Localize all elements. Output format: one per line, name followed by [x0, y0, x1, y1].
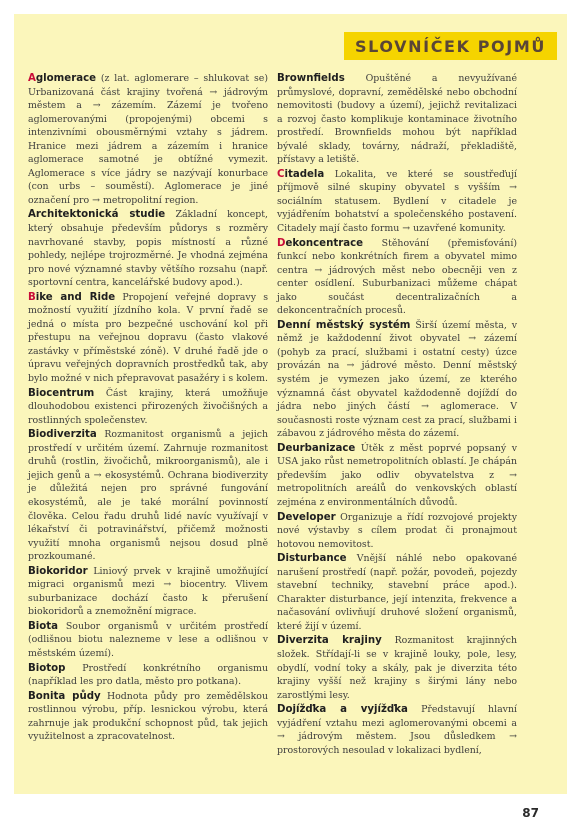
glossary-term-text: Diverzita krajiny: [277, 635, 382, 647]
glossary-definition: Stěhování (přemisťování) funkcí nebo konkrétních firem a obyvatel mimo centra → jádrových měst nebo obecněji ven z center osídlení. Suburbanizaci můžeme chápat jako součást decentralizačních a dekoncentračních procesů.: [277, 237, 517, 317]
glossary-term: [277, 553, 347, 564]
glossary-entry: [28, 690, 268, 744]
glossary-entry: [277, 634, 517, 702]
glossary-term-text: Disturbance: [277, 553, 347, 565]
glossary-term-text: ekoncentrace: [285, 237, 364, 249]
glossary-term: [28, 73, 96, 84]
glossary-definition: Hodnota půdy pro zemědělskou rostlinnou výrobu, příp. lesnickou výrobu, která zahrnuje jak produkční schopnost půd, tak jejich využitelnost a zpracovatelnost.: [28, 690, 268, 743]
glossary-definition: Část krajiny, která umožňuje dlouhodobou existenci přirozených živočišných a rostlinných společenstev.: [28, 387, 268, 426]
glossary-term-text: Biokoridor: [28, 565, 88, 577]
glossary-term: [28, 292, 115, 303]
header-banner: [344, 32, 557, 60]
glossary-term-text: Bonita půdy: [28, 690, 101, 702]
glossary-definition: Prostředí konkrétního organismu (například les pro datla, město pro potkana).: [28, 662, 268, 688]
glossary-entry: [28, 565, 268, 619]
glossary-definition: Soubor organismů v určitém prostředí (odlišnou biotu nalezneme v lese a odlišnou v městském území).: [28, 620, 268, 659]
left-column: [28, 72, 268, 745]
glossary-definition: Představují hlavní vyjádření vztahu mezi aglomerovanými obcemi a → jádrovým městem. Jsou důsledkem → prostorových nesoulad v lokalizaci bydlení,: [277, 704, 518, 756]
glossary-term-text: Dojížďka a vyjížďka: [277, 704, 408, 716]
page-number: 87: [522, 806, 539, 820]
glossary-entry: [28, 291, 268, 386]
glossary-entry: [28, 662, 268, 689]
glossary-definition: Propojení veřejné dopravy s možností využití jízdního kola. V první řadě se jedná o místa pro bezpečné uschování kol při přestupu na veřejnou dopravu (často vlakové zastávky v příměstské zóně). V druhé řadě jde o úpravu veřejných dopravních prostředků tak, aby bylo možné v nich přepravovat pasažéry i s kolem.: [28, 291, 268, 385]
glossary-entry: [277, 168, 517, 236]
glossary-entry: [28, 208, 268, 289]
glossary-term-text: Biodiverzita: [28, 429, 97, 441]
glossary-entry: [277, 552, 517, 633]
glossary-term: [28, 663, 65, 674]
glossary-term: [277, 238, 363, 249]
glossary-definition: Rozmanitost organismů a jejich prostředí v určitém území. Zahrnuje rozmanitost druhů (rostlin, živočichů, mikroorganismů), ale i jejich genů a → ekosystémů. Ochrana biodiverzity je důležitá nejen pro správné fungování ekosystémů, ale je také morální povinností člověka. Celou řadu druhů lidé navíc využívají v lékařství či potravinářství, přičemž možnosti využití mnoha organismů nejsou dosud plně prozkoumané.: [28, 429, 268, 563]
glossary-entry: [28, 428, 268, 563]
glossary-definition: Širší území města, v němž je každodenní život obyvatel → zázemí (pohyb za prací, službami i ostatní cesty) úzce provázán na → jádrové město. Denní městský systém je vymezen jako území, ze kterého významná část obyvatel každodenně dojíždí do jádra nebo jiných částí → aglomerace. V současnosti roste význam cest za prací, službami i zábavou z jádrového města do zázemí.: [277, 319, 518, 440]
glossary-term-text: Biota: [28, 620, 59, 632]
glossary-entry: [277, 511, 517, 552]
glossary-term-text: ike and Ride: [35, 291, 116, 303]
glossary-term-text: Biocentrum: [28, 387, 95, 399]
glossary-term: [277, 635, 382, 646]
glossary-entry: [277, 703, 517, 757]
glossary-term-text: Architektonická studie: [28, 209, 166, 221]
glossary-entry: [28, 387, 268, 428]
glossary-entry: [28, 72, 268, 207]
glossary-term: [277, 73, 345, 84]
glossary-term-text: Developer: [277, 511, 336, 523]
glossary-definition: Opuštěné a nevyužívané průmyslové, dopravní, zemědělské nebo obchodní nemovitosti (budovy a území), jejichž revitalizaci a rozvoj často komplikuje kontaminace životního prostředí. Brownfields mohou být například bývalé sklady, továrny, nádraží, překladiště, přístavy a letiště.: [277, 73, 517, 166]
glossary-term-text: glomerace: [35, 73, 97, 84]
section-initial-letter: D: [277, 237, 286, 249]
glossary-term: [28, 429, 97, 440]
glossary-term: [277, 169, 324, 180]
glossary-term: [28, 691, 101, 702]
glossary-term: [28, 209, 165, 220]
glossary-term: [277, 443, 355, 454]
glossary-term-text: Biotop: [28, 662, 66, 674]
glossary-term: [28, 566, 88, 577]
glossary-term-text: Deurbanizace: [277, 442, 356, 454]
glossary-definition: Útěk z měst poprvé popsaný v USA jako růst nemetropolitních oblastí. Je chápán především jako odliv obyvatelstva z → metropolitních areálů do venkovských oblastí zejména z environmentálních důvodů.: [277, 442, 517, 508]
glossary-term-text: Brownfields: [277, 73, 345, 84]
section-initial-letter: A: [28, 73, 36, 84]
section-initial-letter: B: [28, 291, 36, 303]
glossary-term-text: Denní městský systém: [277, 319, 411, 331]
glossary-definition: Základní koncept, který obsahuje především půdorys s rozměry navrhované stavby, popis místností a různé pohledy, nejlépe trojrozměrné. Je vhodná zejména pro nové významné stavby většího rozsahu (např. sportovní centra, kancelářské budovy apod.).: [28, 209, 268, 289]
glossary-entry: [277, 319, 517, 441]
glossary-definition: Organizuje a řídí rozvojové projekty nové výstavby s cílem prodat či pronajmout hotovou nemovitost.: [277, 511, 517, 550]
glossary-term: [277, 320, 410, 331]
glossary-definition: Vnější náhlé nebo opakované narušení prostředí (např. požár, povodeň, pojezdy stavební techniky, stavební práce apod.). Charakter disturbance, její intenzita, frekvence a načasování ovlivňují druhové složení organismů, které žijí v území.: [277, 553, 517, 632]
glossary-term: [28, 388, 94, 399]
glossary-term: [277, 512, 336, 523]
glossary-definition: Lokalita, ve které se soustřeďují příjmově silné skupiny obyvatel s vyšším → sociálním statusem. Bydlení v citadele je vyjádřením bohatství a společenského postavení. Citadely mají často formu → uzavřené komunity.: [277, 168, 517, 235]
glossary-term: [277, 704, 408, 715]
right-column: [277, 72, 517, 758]
glossary-entry: [28, 620, 268, 661]
glossary-definition: (z lat. aglomerare – shlukovat se) Urbanizovaná část krajiny tvořená → jádrovým městem a → zázemím. Zázemí je tvořeno aglomerovanými (propojenými) obcemi s intenzivními obousměrnými vztahy s jádrem. Hranice mezi jádrem a zázemím i hranice aglomerace samotné je obtížné vymezit. Aglomerace s více jádry se nazývají konurbace (con urbs – souměstí). Aglomerace je jiné označení pro → metropolitní region.: [28, 73, 268, 206]
glossary-entry: [277, 442, 517, 510]
page-title: SLOVNÍČEK POJMŮ: [355, 36, 546, 56]
glossary-term: [28, 621, 58, 632]
glossary-entry: [277, 237, 517, 318]
glossary-definition: Liniový prvek v krajině umožňující migraci organismů mezi → biocentry. Vlivem suburbanizace dochází často k přerušení biokoridorů a znemožnění migrace.: [28, 565, 268, 618]
glossary-term-text: itadela: [284, 168, 325, 180]
glossary-definition: Rozmanitost krajinných složek. Střídají-li se v krajině louky, pole, lesy, obydlí, vodní toky a skály, pak je diverzita této krajiny vyšší než krajiny s širými lány nebo zarostlými lesy.: [277, 635, 517, 701]
section-initial-letter: C: [277, 168, 285, 180]
glossary-entry: [277, 72, 517, 167]
